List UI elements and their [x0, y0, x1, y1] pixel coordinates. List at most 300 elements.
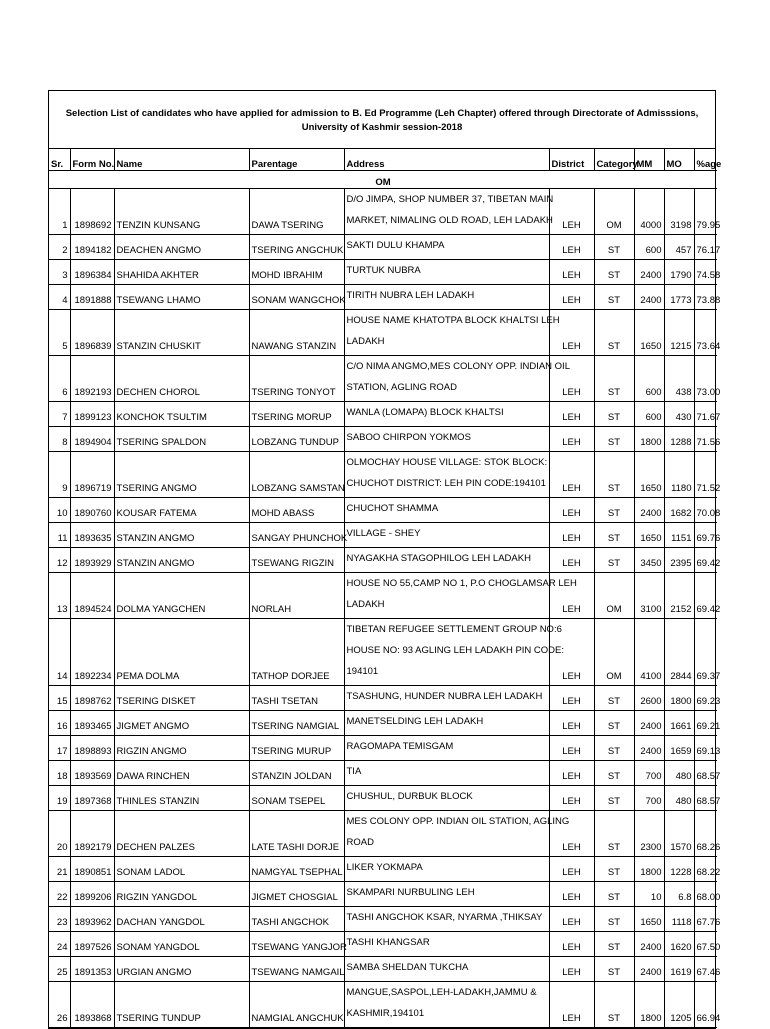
cell-form-no: 1894904 — [70, 427, 114, 452]
cell-form-no: 1899123 — [70, 402, 114, 427]
table-row — [49, 260, 717, 285]
address-line: TASHI KHANGSAR — [346, 937, 430, 948]
cell-form-no: 1890851 — [70, 857, 114, 882]
address-line: C/O NIMA ANGMO,MES COLONY OPP. INDIAN OIL — [346, 361, 570, 372]
cell-district: LEH — [549, 857, 594, 882]
cell-form-no: 1892179 — [70, 811, 114, 857]
col-header-district: District — [549, 149, 594, 171]
table-row — [49, 711, 717, 736]
cell-mo: 1180 — [664, 452, 694, 498]
cell-sr: 19 — [49, 786, 70, 811]
address-line: SKAMPARI NURBULING LEH — [346, 887, 475, 898]
cell-parentage: TSEWANG YANGJOR — [249, 932, 344, 957]
col-header-address: Address — [344, 149, 549, 171]
cell-category: ST — [594, 523, 634, 548]
address-line: MANGUE,SASPOL,LEH-LADAKH,JAMMU & — [346, 987, 537, 998]
address-line: LADAKH — [346, 336, 385, 347]
cell-category: ST — [594, 882, 634, 907]
cell-category: ST — [594, 786, 634, 811]
cell-parentage: MOHD IBRAHIM — [249, 260, 344, 285]
cell-mm: 600 — [634, 356, 664, 402]
cell-parentage: TSERING ANGCHUK — [249, 235, 344, 260]
address-line: LIKER YOKMAPA — [346, 862, 423, 873]
cell-address — [344, 235, 549, 260]
cell-district: LEH — [549, 235, 594, 260]
cell-address — [344, 686, 549, 711]
cell-form-no: 1893868 — [70, 982, 114, 1028]
cell-mo: 1659 — [664, 736, 694, 761]
cell-percentage: 74.58 — [694, 260, 717, 285]
cell-sr: 10 — [49, 498, 70, 523]
address-line: HOUSE NO 55,CAMP NO 1, P.O CHOGLAMSAR LEH — [346, 578, 577, 589]
cell-mm: 4000 — [634, 189, 664, 235]
cell-district: LEH — [549, 573, 594, 619]
cell-mm: 2300 — [634, 811, 664, 857]
cell-address — [344, 882, 549, 907]
cell-sr: 11 — [49, 523, 70, 548]
table-row — [49, 811, 717, 857]
cell-address — [344, 356, 570, 402]
cell-district: LEH — [549, 498, 594, 523]
cell-parentage: LATE TASHI DORJE — [249, 811, 344, 857]
cell-district: LEH — [549, 932, 594, 957]
cell-mm: 600 — [634, 235, 664, 260]
cell-sr: 17 — [49, 736, 70, 761]
cell-percentage: 67.50 — [694, 932, 717, 957]
cell-category: ST — [594, 957, 634, 982]
cell-category: ST — [594, 285, 634, 310]
cell-parentage: NAMGYAL TSEPHAL — [249, 857, 344, 882]
cell-percentage: 76.17 — [694, 235, 717, 260]
cell-mo: 1790 — [664, 260, 694, 285]
cell-address — [344, 260, 549, 285]
cell-percentage: 68.26 — [694, 811, 717, 857]
address-line: TIRITH NUBRA LEH LADAKH — [346, 290, 475, 301]
cell-sr: 25 — [49, 957, 70, 982]
table-row — [49, 686, 717, 711]
col-header-mo: MO — [664, 149, 694, 171]
cell-form-no: 1893569 — [70, 761, 114, 786]
cell-name: STANZIN CHUSKIT — [114, 310, 249, 356]
cell-mo: 3198 — [664, 189, 694, 235]
cell-address — [344, 907, 549, 932]
cell-form-no: 1891353 — [70, 957, 114, 982]
cell-district: LEH — [549, 736, 594, 761]
cell-percentage: 67.76 — [694, 907, 717, 932]
cell-name: PEMA DOLMA — [114, 619, 249, 686]
cell-percentage: 69.42 — [694, 548, 717, 573]
cell-category: OM — [594, 573, 634, 619]
cell-mo: 1773 — [664, 285, 694, 310]
cell-mo: 1205 — [664, 982, 694, 1028]
cell-mm: 2600 — [634, 686, 664, 711]
address-line: HOUSE NAME KHATOTPA BLOCK KHALTSI LEH — [346, 315, 560, 326]
cell-percentage: 69.13 — [694, 736, 717, 761]
cell-category: ST — [594, 711, 634, 736]
cell-mm: 1650 — [634, 452, 664, 498]
address-line: WANLA (LOMAPA) BLOCK KHALTSI — [346, 407, 504, 418]
cell-address — [344, 548, 549, 573]
cell-address — [344, 619, 565, 686]
table-row — [49, 932, 717, 957]
cell-percentage: 73.64 — [694, 310, 717, 356]
cell-sr: 13 — [49, 573, 70, 619]
cell-address — [344, 402, 549, 427]
cell-district: LEH — [549, 982, 594, 1028]
cell-percentage: 70.08 — [694, 498, 717, 523]
cell-mo: 2152 — [664, 573, 694, 619]
cell-name: RIGZIN YANGDOL — [114, 882, 249, 907]
cell-parentage: LOBZANG TUNDUP — [249, 427, 344, 452]
table-row — [49, 761, 717, 786]
address-line: MARKET, NIMALING OLD ROAD, LEH LADAKH — [346, 215, 553, 226]
address-line: CHUCHOT SHAMMA — [346, 503, 439, 514]
cell-district: LEH — [549, 786, 594, 811]
cell-form-no: 1892234 — [70, 619, 114, 686]
address-line: D/O JIMPA, SHOP NUMBER 37, TIBETAN MAIN — [346, 194, 554, 205]
cell-name: DECHEN CHOROL — [114, 356, 249, 402]
cell-name: DACHAN YANGDOL — [114, 907, 249, 932]
cell-percentage: 68.00 — [694, 882, 717, 907]
cell-district: LEH — [549, 957, 594, 982]
cell-name: JIGMET ANGMO — [114, 711, 249, 736]
cell-name: RIGZIN ANGMO — [114, 736, 249, 761]
cell-form-no: 1896839 — [70, 310, 114, 356]
address-line: TIA — [346, 766, 362, 777]
cell-category: ST — [594, 857, 634, 882]
table-row — [49, 285, 717, 310]
cell-mm: 1650 — [634, 523, 664, 548]
address-line: KASHMIR,194101 — [346, 1008, 425, 1019]
table-row — [49, 356, 717, 402]
cell-mm: 2400 — [634, 957, 664, 982]
table-row — [49, 786, 717, 811]
cell-mo: 480 — [664, 786, 694, 811]
cell-parentage: NORLAH — [249, 573, 344, 619]
cell-form-no: 1893962 — [70, 907, 114, 932]
cell-mm: 2400 — [634, 285, 664, 310]
table-row — [49, 402, 717, 427]
cell-mm: 2400 — [634, 736, 664, 761]
table-row — [49, 452, 717, 498]
cell-category: ST — [594, 402, 634, 427]
cell-name: DECHEN PALZES — [114, 811, 249, 857]
col-header-name: Name — [114, 149, 249, 171]
cell-mo: 1682 — [664, 498, 694, 523]
cell-mm: 700 — [634, 786, 664, 811]
cell-category: ST — [594, 235, 634, 260]
cell-category: ST — [594, 686, 634, 711]
cell-mm: 1800 — [634, 857, 664, 882]
address-line: CHUCHOT DISTRICT: LEH PIN CODE:194101 — [346, 478, 546, 489]
cell-mo: 1800 — [664, 686, 694, 711]
cell-name: TSERING TUNDUP — [114, 982, 249, 1028]
table-row — [49, 857, 717, 882]
cell-mm: 3450 — [634, 548, 664, 573]
cell-mo: 1118 — [664, 907, 694, 932]
cell-parentage: TSEWANG NAMGAIL — [249, 957, 344, 982]
cell-percentage: 69.37 — [694, 619, 717, 686]
cell-percentage: 69.23 — [694, 686, 717, 711]
cell-name: URGIAN ANGMO — [114, 957, 249, 982]
cell-mm: 1800 — [634, 427, 664, 452]
table-row — [49, 736, 717, 761]
admission-list-sheet — [48, 90, 722, 1029]
cell-parentage: TSERING NAMGIAL — [249, 711, 344, 736]
cell-address — [344, 189, 554, 235]
address-line: TASHI ANGCHOK KSAR, NYARMA ,THIKSAY — [346, 912, 543, 923]
cell-name: SONAM LADOL — [114, 857, 249, 882]
cell-form-no: 1892193 — [70, 356, 114, 402]
cell-name: STANZIN ANGMO — [114, 523, 249, 548]
cell-sr: 16 — [49, 711, 70, 736]
cell-address — [344, 452, 549, 498]
address-line: TIBETAN REFUGEE SETTLEMENT GROUP NO:6 — [346, 624, 562, 635]
cell-mm: 2400 — [634, 498, 664, 523]
cell-percentage: 67.46 — [694, 957, 717, 982]
cell-name: TSERING SPALDON — [114, 427, 249, 452]
cell-percentage: 79.95 — [694, 189, 717, 235]
cell-form-no: 1897368 — [70, 786, 114, 811]
cell-sr: 2 — [49, 235, 70, 260]
cell-address — [344, 736, 549, 761]
cell-sr: 15 — [49, 686, 70, 711]
cell-percentage: 73.88 — [694, 285, 717, 310]
cell-sr: 6 — [49, 356, 70, 402]
cell-mo: 1620 — [664, 932, 694, 957]
cell-category: ST — [594, 356, 634, 402]
cell-district: LEH — [549, 402, 594, 427]
cell-address — [344, 573, 577, 619]
table-row — [49, 498, 717, 523]
cell-mo: 2395 — [664, 548, 694, 573]
cell-mo: 430 — [664, 402, 694, 427]
cell-name: THINLES STANZIN — [114, 786, 249, 811]
cell-parentage: TATHOP DORJEE — [249, 619, 344, 686]
cell-sr: 22 — [49, 882, 70, 907]
cell-mo: 457 — [664, 235, 694, 260]
document-title — [49, 91, 715, 149]
cell-sr: 1 — [49, 189, 70, 235]
cell-name: DOLMA YANGCHEN — [114, 573, 249, 619]
cell-percentage: 71.67 — [694, 402, 717, 427]
cell-form-no: 1898692 — [70, 189, 114, 235]
category-group-label: OM — [49, 171, 717, 189]
cell-sr: 3 — [49, 260, 70, 285]
address-line: RAGOMAPA TEMISGAM — [346, 741, 454, 752]
address-line: OLMOCHAY HOUSE VILLAGE: STOK BLOCK: — [346, 457, 548, 468]
cell-form-no: 1898893 — [70, 736, 114, 761]
cell-district: LEH — [549, 882, 594, 907]
cell-form-no: 1896384 — [70, 260, 114, 285]
candidates-table — [49, 149, 722, 1028]
cell-sr: 23 — [49, 907, 70, 932]
cell-form-no: 1899206 — [70, 882, 114, 907]
cell-parentage: TSERING TONYOT — [249, 356, 344, 402]
cell-mo: 438 — [664, 356, 694, 402]
address-line: STATION, AGLING ROAD — [346, 382, 457, 393]
cell-name: DAWA RINCHEN — [114, 761, 249, 786]
col-header-percentage: %age — [694, 149, 717, 171]
table-row — [49, 982, 717, 1028]
address-line: SABOO CHIRPON YOKMOS — [346, 432, 471, 443]
cell-sr: 12 — [49, 548, 70, 573]
cell-parentage: TSERING MORUP — [249, 402, 344, 427]
cell-category: OM — [594, 189, 634, 235]
cell-category: ST — [594, 310, 634, 356]
address-line: TSASHUNG, HUNDER NUBRA LEH LADAKH — [346, 691, 543, 702]
cell-address — [344, 523, 549, 548]
table-row — [49, 310, 717, 356]
table-row — [49, 957, 717, 982]
cell-mo: 480 — [664, 761, 694, 786]
cell-form-no: 1893635 — [70, 523, 114, 548]
table-row — [49, 619, 717, 686]
cell-district: LEH — [549, 189, 594, 235]
cell-category: ST — [594, 932, 634, 957]
title-line-1: Selection List of candidates who have applied for admission to B. Ed Programme (Leh Chapter) offered through Directorate of Admisssions, — [65, 108, 699, 119]
cell-name: TSEWANG LHAMO — [114, 285, 249, 310]
cell-name: DEACHEN ANGMO — [114, 235, 249, 260]
cell-form-no: 1893465 — [70, 711, 114, 736]
title-line-2: University of Kashmir session-2018 — [301, 122, 463, 133]
address-line: ROAD — [346, 837, 374, 848]
cell-mo: 1570 — [664, 811, 694, 857]
cell-mm: 1650 — [634, 310, 664, 356]
header-row — [49, 149, 717, 171]
cell-district: LEH — [549, 761, 594, 786]
cell-mm: 1650 — [634, 907, 664, 932]
cell-form-no: 1894524 — [70, 573, 114, 619]
cell-mm: 700 — [634, 761, 664, 786]
col-header-sr: Sr. — [49, 149, 70, 171]
table-row — [49, 882, 717, 907]
cell-district: LEH — [549, 310, 594, 356]
cell-mm: 4100 — [634, 619, 664, 686]
cell-district: LEH — [549, 686, 594, 711]
cell-mo: 2844 — [664, 619, 694, 686]
table-row — [49, 548, 717, 573]
address-line: MANETSELDING LEH LADAKH — [346, 716, 484, 727]
cell-category: ST — [594, 498, 634, 523]
cell-parentage: NAWANG STANZIN — [249, 310, 344, 356]
cell-mo: 1288 — [664, 427, 694, 452]
address-line: HOUSE NO: 93 AGLING LEH LADAKH PIN CODE: — [346, 645, 565, 656]
cell-mm: 10 — [634, 882, 664, 907]
cell-sr: 26 — [49, 982, 70, 1028]
cell-district: LEH — [549, 356, 594, 402]
cell-category: ST — [594, 811, 634, 857]
cell-address — [344, 711, 549, 736]
category-group-row — [49, 171, 717, 189]
cell-form-no: 1896719 — [70, 452, 114, 498]
cell-form-no: 1898762 — [70, 686, 114, 711]
cell-form-no: 1891888 — [70, 285, 114, 310]
cell-parentage: TASHI TSETAN — [249, 686, 344, 711]
cell-name: TENZIN KUNSANG — [114, 189, 249, 235]
cell-category: ST — [594, 736, 634, 761]
cell-category: ST — [594, 548, 634, 573]
cell-form-no: 1894182 — [70, 235, 114, 260]
address-line: TURTUK NUBRA — [346, 265, 421, 276]
cell-district: LEH — [549, 811, 594, 857]
cell-category: OM — [594, 619, 634, 686]
table-row — [49, 235, 717, 260]
cell-category: ST — [594, 761, 634, 786]
cell-parentage: SANGAY PHUNCHOK — [249, 523, 344, 548]
cell-address — [344, 857, 549, 882]
cell-sr: 20 — [49, 811, 70, 857]
col-header-form-no: Form No. — [70, 149, 114, 171]
cell-district: LEH — [549, 452, 594, 498]
col-header-category: Category — [594, 149, 634, 171]
cell-mm: 1800 — [634, 982, 664, 1028]
cell-percentage: 66.94 — [694, 982, 717, 1028]
cell-parentage: SONAM WANGCHOK — [249, 285, 344, 310]
cell-parentage: TASHI ANGCHOK — [249, 907, 344, 932]
cell-name: KONCHOK TSULTIM — [114, 402, 249, 427]
cell-form-no: 1897526 — [70, 932, 114, 957]
cell-category: ST — [594, 907, 634, 932]
cell-district: LEH — [549, 427, 594, 452]
cell-name: KOUSAR FATEMA — [114, 498, 249, 523]
cell-category: ST — [594, 452, 634, 498]
cell-parentage: STANZIN JOLDAN — [249, 761, 344, 786]
cell-address — [344, 786, 549, 811]
cell-parentage: NAMGIAL ANGCHUK — [249, 982, 344, 1028]
cell-name: STANZIN ANGMO — [114, 548, 249, 573]
cell-mo: 1661 — [664, 711, 694, 736]
cell-name: SONAM YANGDOL — [114, 932, 249, 957]
cell-parentage: TSERING MURUP — [249, 736, 344, 761]
address-line: 194101 — [346, 666, 379, 677]
cell-address — [344, 285, 549, 310]
address-line: LADAKH — [346, 599, 385, 610]
cell-address — [344, 761, 549, 786]
col-header-mm: MM — [634, 149, 664, 171]
cell-category: ST — [594, 982, 634, 1028]
cell-address — [344, 811, 570, 857]
cell-parentage: SONAM TSEPEL — [249, 786, 344, 811]
address-line: SAKTI DULU KHAMPA — [346, 240, 445, 251]
cell-percentage: 69.21 — [694, 711, 717, 736]
cell-address — [344, 982, 549, 1028]
cell-sr: 7 — [49, 402, 70, 427]
cell-district: LEH — [549, 907, 594, 932]
cell-district: LEH — [549, 619, 594, 686]
cell-parentage: JIGMET CHOSGIAL — [249, 882, 344, 907]
cell-form-no: 1890760 — [70, 498, 114, 523]
cell-address — [344, 427, 549, 452]
cell-percentage: 71.56 — [694, 427, 717, 452]
cell-address — [344, 310, 560, 356]
cell-sr: 8 — [49, 427, 70, 452]
cell-sr: 9 — [49, 452, 70, 498]
cell-sr: 14 — [49, 619, 70, 686]
cell-percentage: 69.42 — [694, 573, 717, 619]
cell-address — [344, 932, 549, 957]
cell-mm: 2400 — [634, 260, 664, 285]
cell-parentage: DAWA TSERING — [249, 189, 344, 235]
cell-percentage: 71.52 — [694, 452, 717, 498]
cell-mo: 6.8 — [664, 882, 694, 907]
table-row — [49, 427, 717, 452]
cell-mm: 2400 — [634, 711, 664, 736]
cell-district: LEH — [549, 711, 594, 736]
cell-address — [344, 498, 549, 523]
address-line: MES COLONY OPP. INDIAN OIL STATION, AGLING — [346, 816, 570, 827]
cell-mm: 2400 — [634, 932, 664, 957]
